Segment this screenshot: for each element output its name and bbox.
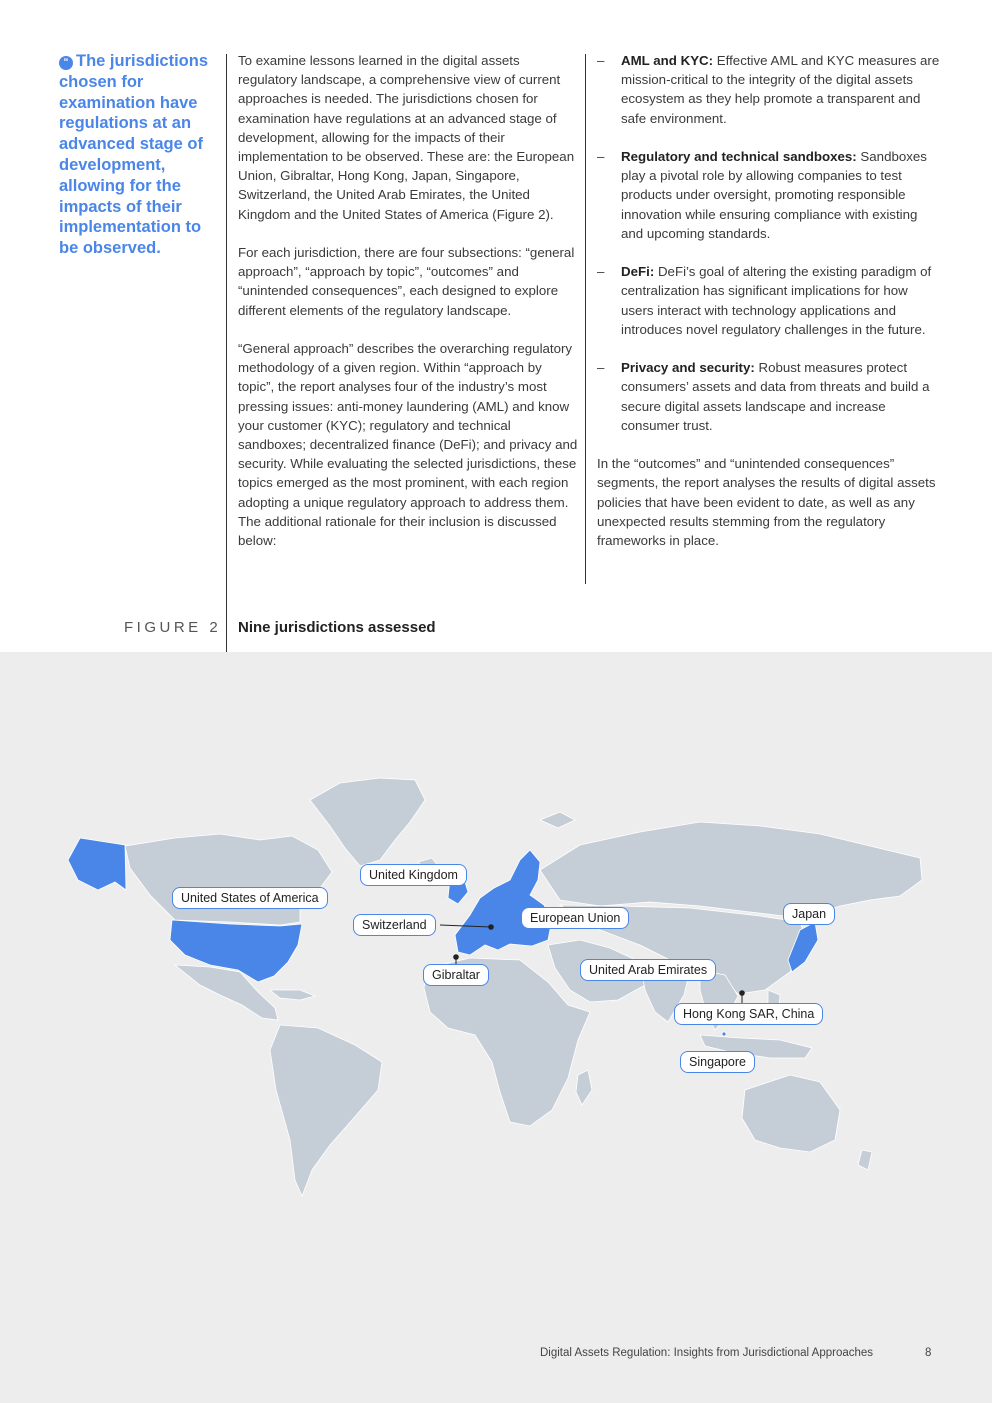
world-map [0,652,992,1272]
page-footer [540,1347,932,1359]
land-masses [125,778,922,1196]
bullet-dash: – [597,149,605,164]
map-label-uae: United Arab Emirates [580,959,716,981]
page-number: 8 [925,1347,932,1359]
bullet-item [597,51,942,128]
bullet-item [597,262,942,339]
switzerland-dot [488,924,494,930]
bullet-text: DeFi’s goal of altering the existing paradigm of centralization has significant implications for how users interact with technology applications and introduces novel regulatory challenges in the future. [621,264,932,337]
map-label-japan: Japan [783,903,835,925]
figure-label: FIGURE 2 [124,619,222,636]
paragraph: To examine lessons learned in the digital assets regulatory landscape, a comprehensive view of current approaches is needed. The jurisdictions chosen for examination have regulations at an advanced stage of development, allowing for the impacts of their implementation to be observed. These are: the European Union, Gibraltar, Hong Kong, Japan, Singapore, Switzerland, the United Arab Emirates, the United Kingdom and the United States of America (Figure 2). [238,53,575,222]
paragraph: “General approach” describes the overarching regulatory methodology of a given region. Within “approach by topic”, the report analyses four of the industry’s most pressing issues: anti-money laundering (AML) and know your customer (KYC); regulatory and technical sandboxes; decentralized finance (DeFi); and privacy and security. While evaluating the selected jurisdictions, these topics emerged as the most prominent, with each region adopting a unique regulatory approach to address them. The additional rationale for their inclusion is discussed below: [238,341,578,549]
body-column-1 [238,51,578,569]
hongkong-dot [739,990,745,996]
map-label-hongkong: Hong Kong SAR, China [674,1003,823,1025]
footer-title-bold: Digital Assets Regulation: [540,1347,671,1359]
singapore-marker-shape [722,1032,726,1036]
bullet-text: Effective AML and KYC measures are mission-critical to the integrity of the digital assets ecosystem as they help promote a transparent and safe environment. [621,53,940,126]
bullet-title: Regulatory and technical sandboxes: [621,149,857,164]
bullet-text: Robust measures protect consumers’ assets and data from threats and build a secure digital assets landscape and increase consumer trust. [621,360,930,433]
figure-title: Nine jurisdictions assessed [238,619,436,636]
eu-shape [455,850,552,955]
bullet-title: DeFi: [621,264,655,280]
gibraltar-dot [453,954,459,960]
map-label-switzerland: Switzerland [353,914,436,936]
bullet-item [597,358,942,435]
map-label-uk: United Kingdom [360,864,467,886]
footer-title-rest: Insights from Jurisdictional Approaches [670,1347,874,1359]
bullet-text: Sandboxes play a pivotal role by allowing companies to test products under oversight, promoting responsible innovation while ensuring compliance with existing and upcoming standards. [621,149,927,241]
bullet-title: Privacy and security: [621,360,755,376]
column-divider [226,54,227,652]
map-label-usa: United States of America [172,887,328,909]
pull-quote [59,51,219,259]
pull-quote-text: The jurisdictions chosen for examination have regulations at an advanced stage of development, allowing for the impacts of their implementation to be observed. [59,52,209,258]
alaska-shape [68,838,126,890]
bullet-dash: – [597,360,605,376]
bullet-title: AML and KYC: [621,53,714,68]
bullet-dash: – [597,264,605,280]
body-column-2 [597,51,942,569]
bullet-dash: – [597,53,605,68]
paragraph: For each jurisdiction, there are four subsections: “general approach”, “approach by topic”, “outcomes” and “unintended consequences”, each designed to explore different elements of the regulatory landscape. [238,245,575,318]
column-divider [585,54,586,584]
paragraph: In the “outcomes” and “unintended consequences” segments, the report analyses the results of digital assets policies that have been evident to date, as well as any unexpected results stemming from the regulatory frameworks in place. [597,456,936,549]
map-label-gibraltar: Gibraltar [423,964,489,986]
map-label-singapore: Singapore [680,1051,755,1073]
quote-icon: “ [59,56,73,70]
map-label-eu: European Union [521,907,629,929]
bullet-item [597,147,942,243]
